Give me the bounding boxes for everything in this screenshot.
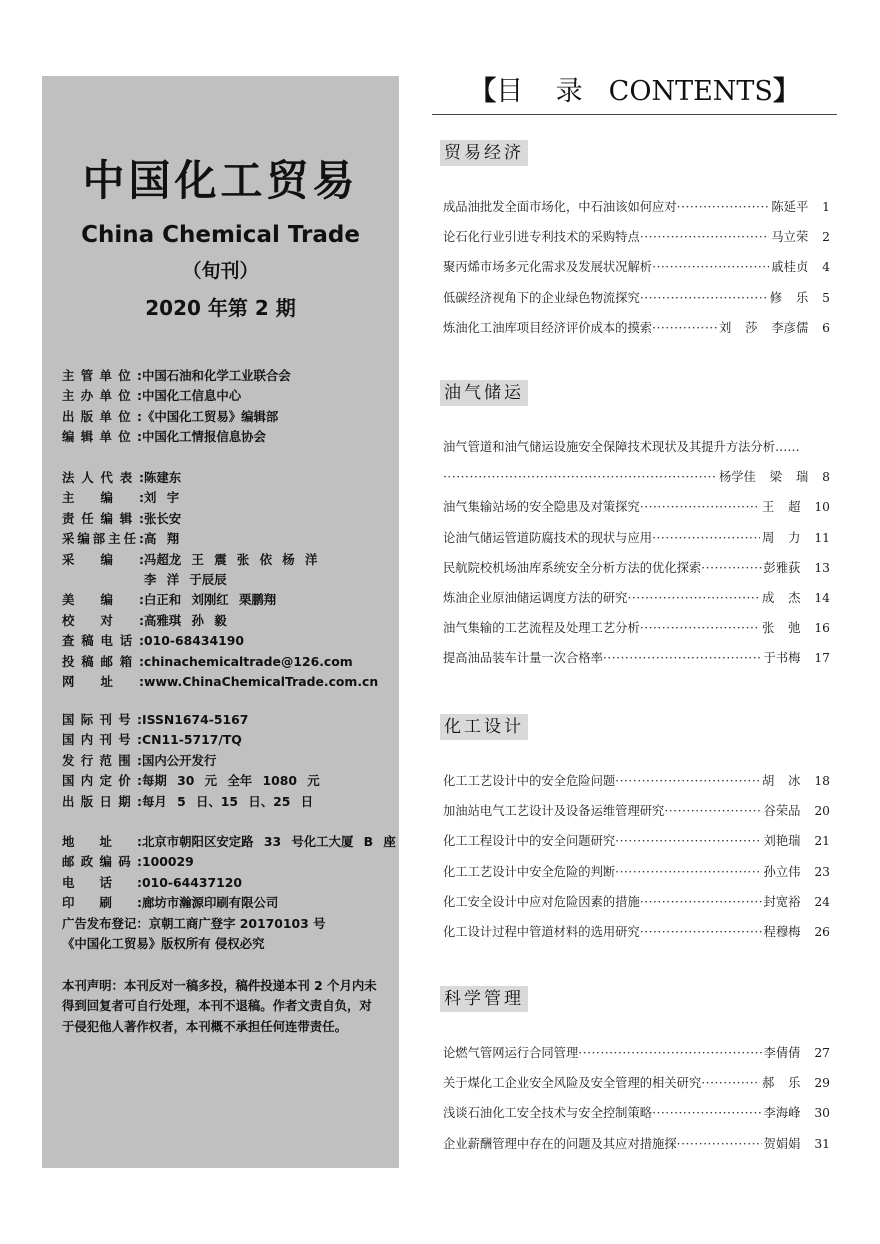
toc-list-science-management bbox=[443, 1038, 830, 1159]
info-row: 李 洋 于辰辰 bbox=[144, 571, 227, 587]
ad-registration: 广告发布登记：京朝工商广登字 20170103 号 bbox=[62, 915, 326, 931]
publication-details bbox=[62, 710, 382, 812]
contents-cn-label: 目 录 bbox=[496, 76, 595, 107]
info-row: 地址: 北京市朝阳区安定路 33 号化工大厦 B 座 bbox=[62, 834, 396, 849]
toc-list-oil-gas-storage bbox=[443, 432, 830, 674]
info-row: 国内刊号: CN11-5717/TQ bbox=[62, 732, 242, 748]
contents-header: 【目 录 CONTENTS】 bbox=[432, 70, 837, 115]
toc-item[interactable]: 化工设计过程中管道材料的选用研究 ····· 程穆梅 26 bbox=[443, 917, 830, 947]
toc-item-continued[interactable]: ····· 杨学佳 梁 瑞 8 bbox=[443, 462, 830, 492]
info-row: 主编: 刘 宇 bbox=[62, 490, 180, 506]
info-row: 国际刊号: ISSN1674-5167 bbox=[62, 712, 249, 727]
info-row: 出版日期: 每月 5 日、15 日、25 日 bbox=[62, 793, 314, 809]
toc-item[interactable]: 化工工艺设计中安全危险的判断 ····· 孙立伟 23 bbox=[443, 857, 830, 887]
info-row: 投稿邮箱: chinachemicaltrade@126.com bbox=[62, 653, 353, 669]
info-row: 采编部主任: 高 翔 bbox=[62, 531, 180, 547]
info-row: 查稿电话: 010-68434190 bbox=[62, 633, 244, 649]
toc-item[interactable]: 关于煤化工企业安全风险及安全管理的相关研究 ····· 郝 乐 29 bbox=[443, 1068, 830, 1098]
info-row: 采编: 冯超龙 王 震 张 依 杨 洋 bbox=[62, 551, 318, 567]
toc-item[interactable]: 民航院校机场油库系统安全分析方法的优化探索 ····· 彭雅荻 13 bbox=[443, 553, 830, 583]
publisher-info bbox=[62, 366, 382, 448]
copyright: 《中国化工贸易》版权所有 侵权必究 bbox=[62, 935, 265, 951]
info-row: 国内定价: 每期 30 元 全年 1080 元 bbox=[62, 773, 320, 789]
toc-item[interactable]: 炼油化工油库项目经济评价成本的摸索 ····· 刘 莎 李彦儒 6 bbox=[443, 313, 830, 343]
info-row: 校对: 高雅琪 孙 毅 bbox=[62, 612, 227, 628]
journal-notice: 本刊声明：本刊反对一稿多投，稿件投递本刊 2 个月内未得到回复者可自行处理，本刊不退稿。作者文责自负，对于侵犯他人著作权者，本刊概不承担任何连带责任。 bbox=[62, 978, 377, 1034]
toc-item[interactable]: 化工工程设计中的安全问题研究 ····· 刘艳瑞 21 bbox=[443, 826, 830, 856]
toc-list-chemical-design bbox=[443, 766, 830, 947]
section-chemical-design: 化工设计 bbox=[440, 714, 528, 740]
toc-item[interactable]: 低碳经济视角下的企业绿色物流探究 ····· 修 乐 5 bbox=[443, 283, 830, 313]
contact-details bbox=[62, 832, 396, 954]
toc-item[interactable]: 化工工艺设计中的安全危险问题 ····· 胡 冰 18 bbox=[443, 766, 830, 796]
masthead-panel bbox=[42, 76, 399, 1168]
toc-list-trade-economy bbox=[443, 192, 830, 343]
info-row: 电话: 010-64437120 bbox=[62, 874, 242, 890]
magazine-title: 中国化工贸易 bbox=[82, 156, 359, 205]
contents-en-label: CONTENTS bbox=[608, 76, 773, 107]
toc-item[interactable]: 油气集输的工艺流程及处理工艺分析 ····· 张 弛 16 bbox=[443, 613, 830, 643]
magazine-issue: 2020 年第 2 期 bbox=[145, 296, 296, 320]
info-row: 主办单位: 中国化工信息中心 bbox=[62, 388, 242, 404]
toc-item[interactable]: 论燃气管网运行合同管理 ····· 李倩倩 27 bbox=[443, 1038, 830, 1068]
info-row: 美编: 白正和 刘刚红 栗鹏翔 bbox=[62, 592, 277, 608]
section-science-management: 科学管理 bbox=[440, 986, 528, 1012]
info-row: 出版单位: 《中国化工贸易》编辑部 bbox=[62, 408, 279, 424]
section-trade-economy: 贸易经济 bbox=[440, 140, 528, 166]
toc-item[interactable]: 聚丙烯市场多元化需求及发展状况解析 ····· 戚桂贞 4 bbox=[443, 252, 830, 282]
info-row: 发行范围: 国内公开发行 bbox=[62, 752, 217, 768]
editorial-staff bbox=[62, 468, 382, 692]
info-row: 主管单位: 中国石油和化学工业联合会 bbox=[62, 368, 291, 383]
toc-item[interactable]: 论石化行业引进专利技术的采购特点 ····· 马立荣 2 bbox=[443, 222, 830, 252]
magazine-english-title: China Chemical Trade bbox=[81, 222, 360, 248]
info-row: 编辑单位: 中国化工情报信息协会 bbox=[62, 429, 266, 445]
toc-item[interactable]: 论油气储运管道防腐技术的现状与应用 ····· 周 力 11 bbox=[443, 523, 830, 553]
info-row: 责任编辑: 张长安 bbox=[62, 510, 182, 526]
magazine-frequency: （旬刊） bbox=[182, 260, 259, 282]
toc-item[interactable]: 油气管道和油气储运设施安全保障技术现状及其提升方法分析…… bbox=[443, 439, 800, 454]
toc-item[interactable]: 提高油品装车计量一次合格率 ····· 于书梅 17 bbox=[443, 643, 830, 673]
toc-item[interactable]: 化工安全设计中应对危险因素的措施 ····· 封宽裕 24 bbox=[443, 887, 830, 917]
section-oil-gas-storage: 油气储运 bbox=[440, 380, 528, 406]
info-row: 法人代表: 陈建东 bbox=[62, 470, 182, 485]
toc-item[interactable]: 企业薪酬管理中存在的问题及其应对措施探 ····· 贺娟娟 31 bbox=[443, 1129, 830, 1159]
toc-item[interactable]: 浅谈石油化工安全技术与安全控制策略 ····· 李海峰 30 bbox=[443, 1098, 830, 1128]
info-row: 印刷: 廊坊市瀚源印刷有限公司 bbox=[62, 895, 279, 911]
toc-item[interactable]: 炼油企业原油储运调度方法的研究 ····· 成 杰 14 bbox=[443, 583, 830, 613]
info-row: 邮政编码: 100029 bbox=[62, 854, 194, 870]
toc-item[interactable]: 加油站电气工艺设计及设备运维管理研究 ····· 谷荣品 20 bbox=[443, 796, 830, 826]
info-row: 网址: www.ChinaChemicalTrade.com.cn bbox=[62, 673, 379, 689]
toc-item[interactable]: 成品油批发全面市场化，中石油该如何应对 ····· 陈延平 1 bbox=[443, 192, 830, 222]
toc-item[interactable]: 油气集输站场的安全隐患及对策探究 ····· 王 超 10 bbox=[443, 492, 830, 522]
